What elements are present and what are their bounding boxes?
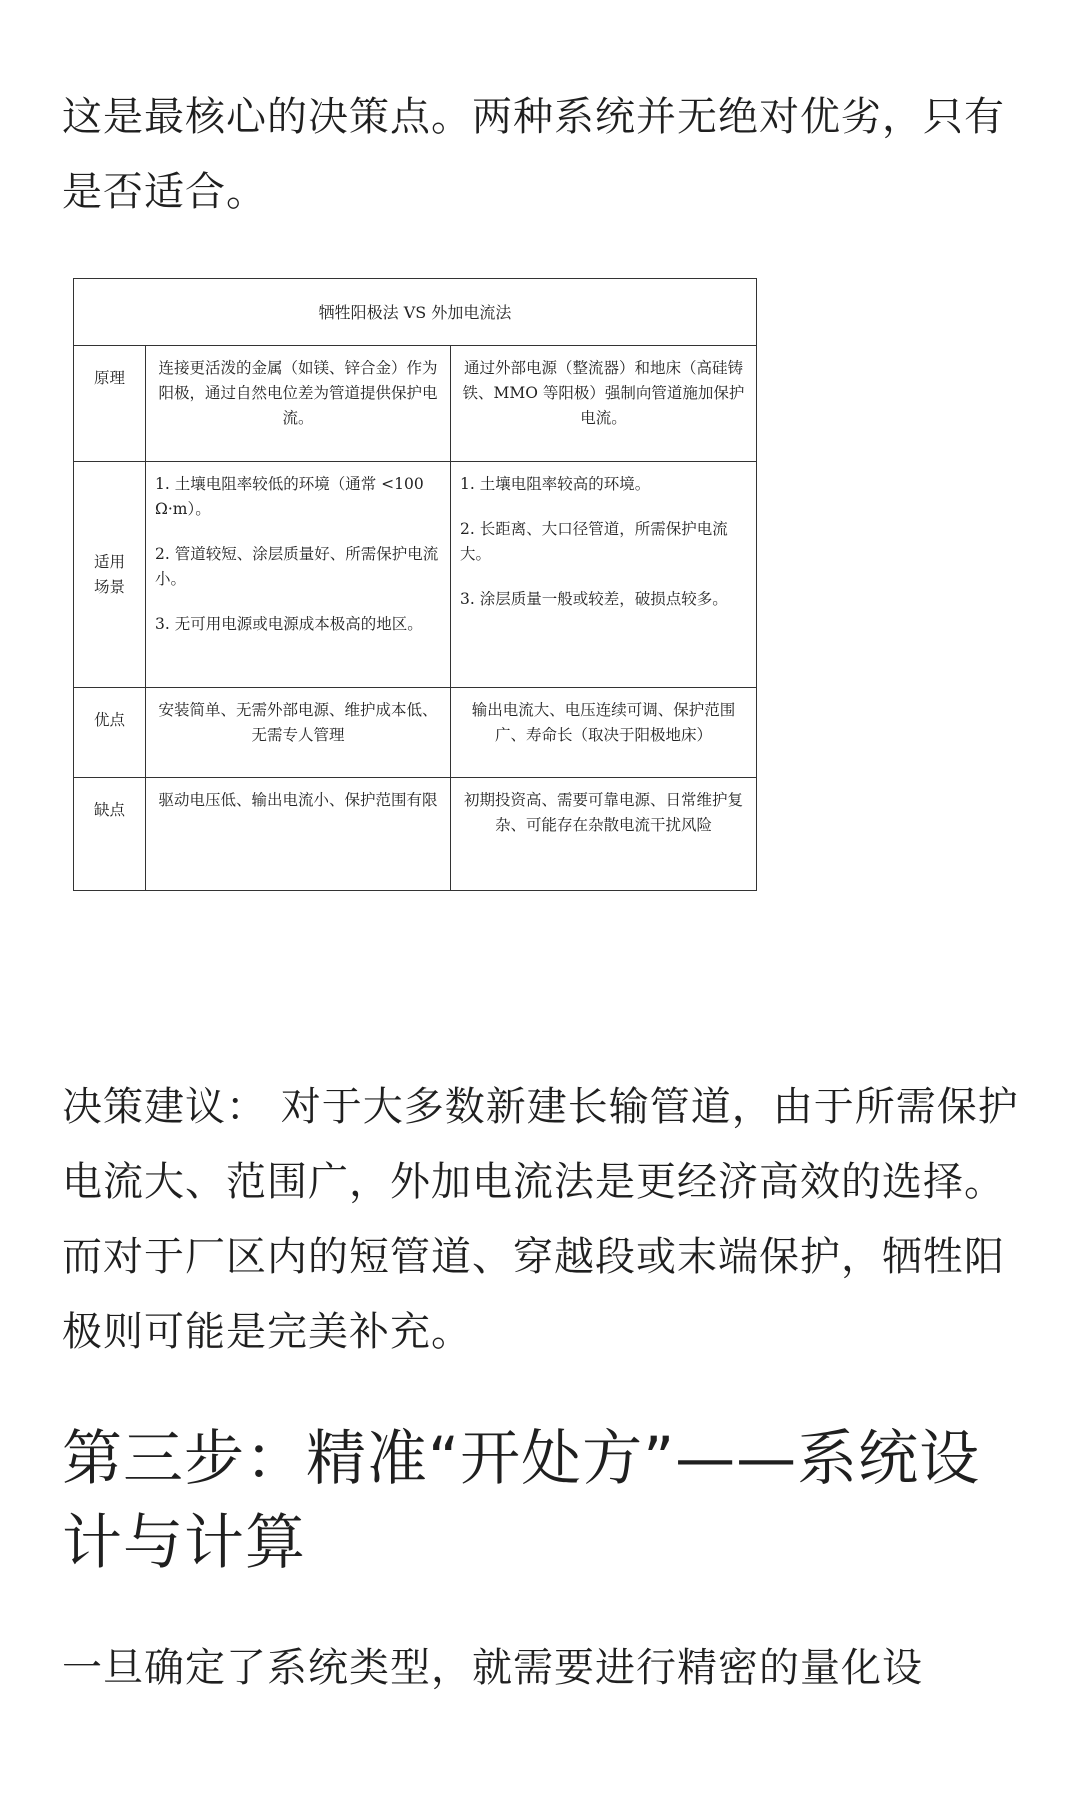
table-row-scenario xyxy=(74,462,756,688)
section-heading: 第三步：精准“开处方”——系统设计与计算 xyxy=(62,1424,981,1578)
scenario-b-item: 3. 涂层质量一般或较差，破损点较多。 xyxy=(460,590,728,608)
scenario-b-item: 2. 长距离、大口径管道，所需保护电流大。 xyxy=(460,520,728,563)
table-row-cons xyxy=(74,778,756,891)
cell-impressed-scenario xyxy=(451,462,756,687)
comparison-table xyxy=(73,278,757,891)
row-label-scenario: 适用场景 xyxy=(74,462,146,687)
cell-sacrificial-principle: 连接更活泼的金属（如镁、锌合金）作为阳极，通过自然电位差为管道提供保护电流。 xyxy=(146,346,451,461)
decision-paragraph: 决策建议： 对于大多数新建长输管道，由于所需保护电流大、范围广，外加电流法是更经济高效的选择。而对于厂区内的短管道、穿越段或末端保护，牺牲阳极则可能是完美补充。 xyxy=(62,1084,1019,1355)
cell-impressed-cons: 初期投资高、需要可靠电源、日常维护复杂、可能存在杂散电流干扰风险 xyxy=(463,791,743,834)
row-label-principle: 原理 xyxy=(74,346,146,461)
scenario-a-item: 2. 管道较短、涂层质量好、所需保护电流小。 xyxy=(155,545,439,588)
scenario-b-item: 1. 土壤电阻率较高的环境。 xyxy=(460,475,651,493)
table-row-pros xyxy=(74,688,756,778)
cell-sacrificial-scenario xyxy=(146,462,451,687)
cell-sacrificial-cons: 驱动电压低、输出电流小、保护范围有限 xyxy=(146,778,451,891)
comparison-table-title: 牺牲阳极法 VS 外加电流法 xyxy=(74,279,756,346)
table-row-principle xyxy=(74,346,756,462)
next-paragraph: 一旦确定了系统类型，就需要进行精密的量化设 xyxy=(62,1645,923,1691)
intro-paragraph: 这是最核心的决策点。两种系统并无绝对优劣，只有是否适合。 xyxy=(62,94,1005,215)
row-label-pros: 优点 xyxy=(74,688,146,777)
cell-sacrificial-pros: 安装简单、无需外部电源、维护成本低、无需专人管理 xyxy=(146,688,451,777)
scenario-a-item: 3. 无可用电源或电源成本极高的地区。 xyxy=(155,615,423,633)
scenario-a-item: 1. 土壤电阻率较低的环境（通常 <100 Ω·m）。 xyxy=(155,475,424,518)
cell-impressed-pros: 输出电流大、电压连续可调、保护范围广、寿命长（取决于阳极地床） xyxy=(471,701,736,744)
cell-impressed-principle: 通过外部电源（整流器）和地床（高硅铸铁、MMO 等阳极）强制向管道施加保护电流。 xyxy=(462,359,745,427)
row-label-cons: 缺点 xyxy=(74,778,146,891)
